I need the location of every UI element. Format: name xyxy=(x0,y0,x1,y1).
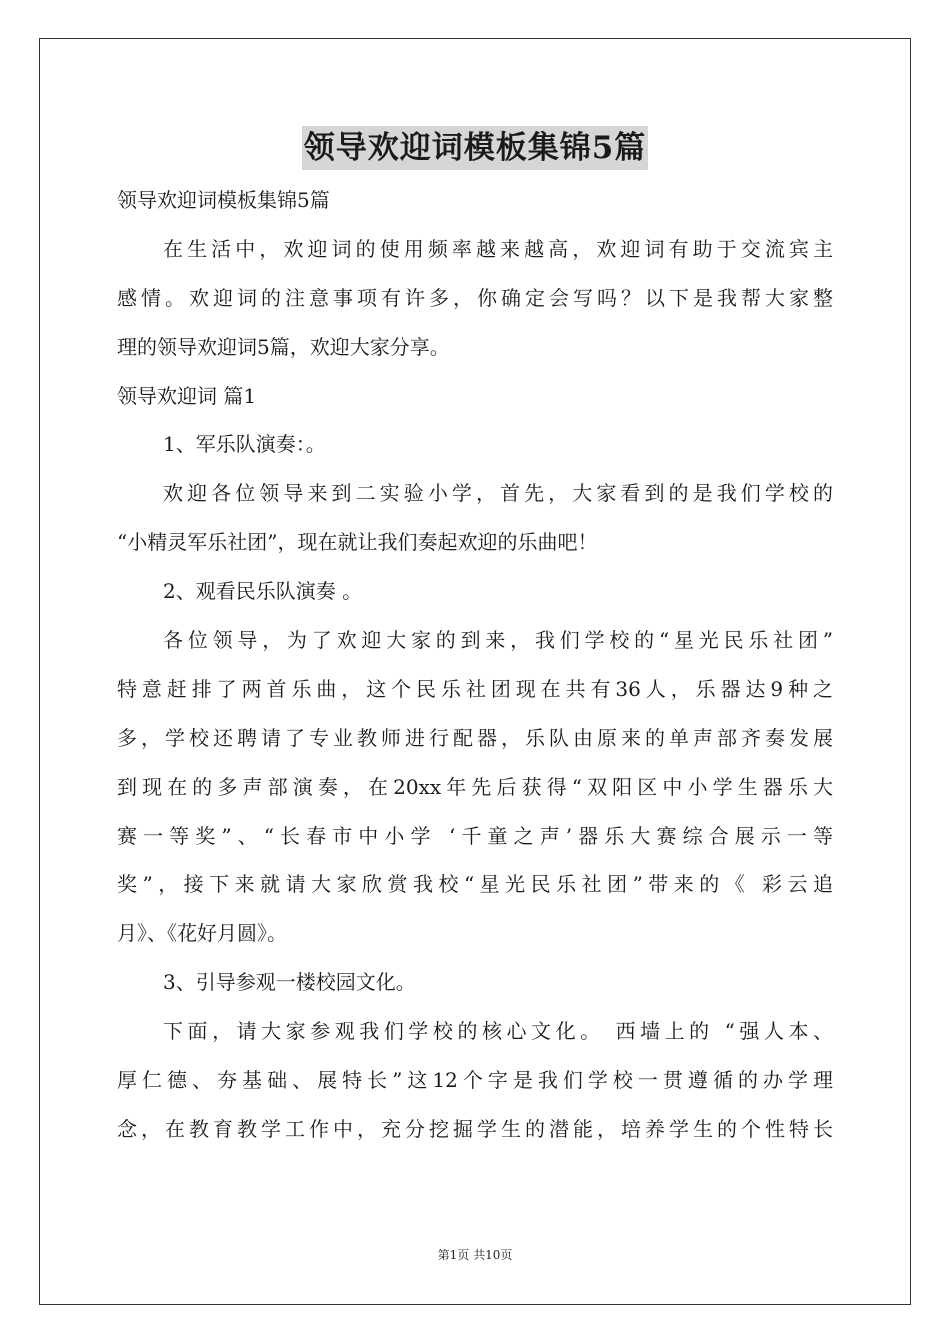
paragraph-line: 欢迎各位领导来到二实验小学，首先，大家看到的是我们学校的 xyxy=(163,481,833,506)
paragraph-line: 多，学校还聘请了专业教师进行配器，乐队由原来的单声部齐奏发展 xyxy=(117,725,833,750)
paragraph-line: “小精灵军乐社团”，现在就让我们奏起欢迎的乐曲吧！ xyxy=(117,530,598,555)
document-body xyxy=(117,176,833,1154)
paragraph-line: 奖”，接下来就请大家欣赏我校“星光民乐社团”带来的《 彩云追 xyxy=(117,872,833,897)
paragraph-line: 各位领导，为了欢迎大家的到来，我们学校的“星光民乐社团” xyxy=(163,628,833,653)
paragraph-line: 感情。欢迎词的注意事项有许多，你确定会写吗？以下是我帮大家整 xyxy=(117,285,833,310)
list-item-heading: 1、军乐队演奏：。 xyxy=(163,432,326,457)
paragraph-line: 月》、《花好月圆》。 xyxy=(117,921,287,946)
paragraph-line: 到现在的多声部演奏，在20xx年先后获得“双阳区中小学生器乐大 xyxy=(117,774,833,799)
paragraph-line: 理的领导欢迎词5篇，欢迎大家分享。 xyxy=(117,334,450,359)
paragraph-line: 在生活中，欢迎词的使用频率越来越高，欢迎词有助于交流宾主 xyxy=(163,236,833,261)
list-item-heading: 3、引导参观一楼校园文化。 xyxy=(163,970,416,995)
document-title: 领导欢迎词模板集锦5篇 xyxy=(302,126,649,170)
section-heading: 领导欢迎词 篇1 xyxy=(117,383,257,408)
page-footer: 第1页 共10页 xyxy=(437,1248,513,1262)
subtitle-line: 领导欢迎词模板集锦5篇 xyxy=(117,188,330,212)
paragraph-line: 念，在教育教学工作中，充分挖掘学生的潜能，培养学生的个性特长 xyxy=(117,1116,833,1141)
paragraph-line: 赛一等奖”、“长春市中小学 ‘千童之声’器乐大赛综合展示一等 xyxy=(117,823,833,848)
paragraph-line: 厚仁德、夯基础、展特长”这12个字是我们学校一贯遵循的办学理 xyxy=(117,1068,833,1093)
title-container xyxy=(0,126,950,170)
paragraph-line: 下面，请大家参观我们学校的核心文化。 西墙上的 “强人本、 xyxy=(163,1019,833,1044)
list-item-heading: 2、观看民乐队演奏 。 xyxy=(163,579,363,604)
paragraph-line: 特意赶排了两首乐曲，这个民乐社团现在共有36人，乐器达9种之 xyxy=(117,676,833,701)
